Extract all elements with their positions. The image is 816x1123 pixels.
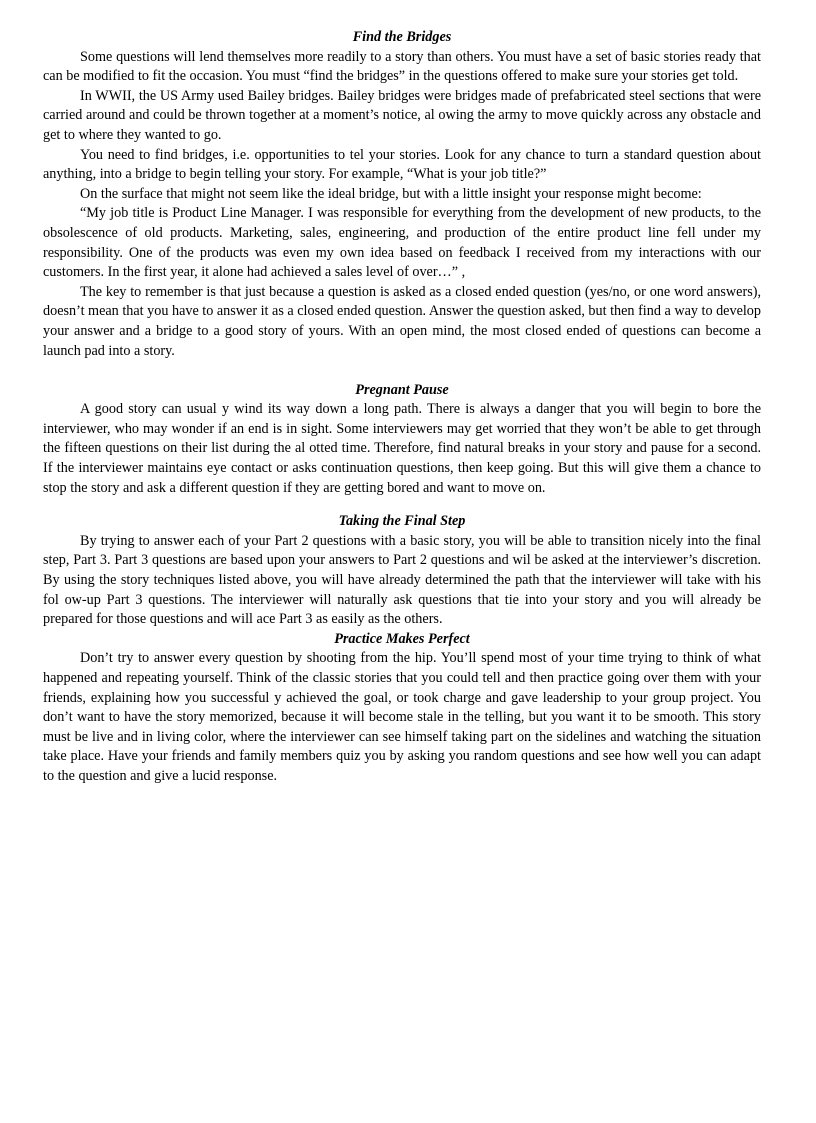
- paragraph: A good story can usual y wind its way down a long path. There is always a danger that you will begin to bore the interviewer, who may wonder if an end is in sight. Some interviewers may get worried that they won’t be able to get through the fifteen questions on their list during the al otted time. Therefore, find natural breaks in your story and pause for a second. If the interviewer maintains eye contact or asks continuation questions, then keep going. But this will give them a chance to stop the story and ask a different question if they are getting bored and want to move on.: [43, 401, 761, 496]
- spacer: [43, 498, 761, 512]
- paragraph: Don’t try to answer every question by shooting from the hip. You’ll spend most of your time trying to think of what happened and repeating yourself. Think of the classic stories that you could tell and then practice going over them with your friends, explaining how you successful y achieved the goal, or took charge and gave leadership to your group project. You don’t want to have the story memorized, because it will become stale in the telling, but you want it to be smooth. This story must be live and in living color, where the interviewer can see himself taking part on the sidelines and watching the situation take place. Have your friends and family members quiz you by asking you random questions and see how well you can adapt to the question and give a lucid response.: [43, 650, 761, 784]
- paragraph: In WWII, the US Army used Bailey bridges. Bailey bridges were bridges made of prefabricated steel sections that were carried around and could be thrown together at a moment’s notice, al owing the army to move quickly across any obstacle and get to where they wanted to go.: [43, 87, 761, 143]
- document-page: [43, 28, 761, 787]
- paragraph: You need to find bridges, i.e. opportunities to tel your stories. Look for any chance to turn a standard question about anything, into a bridge to begin telling your story. For example, “What is your job title?”: [43, 146, 761, 183]
- paragraph: By trying to answer each of your Part 2 questions with a basic story, you will be able to transition nicely into the final step, Part 3. Part 3 questions are based upon your answers to Part 2 questions and wil be asked at the interviewer’s discretion. By using the story techniques listed above, you will have already determined the path that the interviewer will take with his fol ow-up Part 3 questions. The interviewer will naturally ask questions that tie into your story and you will already be prepared for those questions and will ace Part 3 as easily as the others.: [43, 532, 761, 628]
- paragraph: On the surface that might not seem like the ideal bridge, but with a little insight your response might become:: [80, 185, 702, 202]
- section-find-the-bridges: [43, 28, 761, 361]
- section-heading: Taking the Final Step: [338, 513, 466, 530]
- paragraph: The key to remember is that just because a question is asked as a closed ended question (yes/no, or one word answers), doesn’t mean that you have to answer it as a closed ended question. Answer the question asked, but then find a way to develop your answer and a bridge to a good story of yours. With an open mind, the most closed ended of questions can become a launch pad into a story.: [43, 283, 761, 359]
- spacer: [43, 361, 761, 381]
- paragraph: Some questions will lend themselves more readily to a story than others. You must have a set of basic stories ready that can be modified to fit the occasion. You must “find the bridges” in the questions offered to make sure your stories get told.: [43, 48, 761, 85]
- section-heading: Find the Bridges: [352, 29, 452, 45]
- section-practice-makes-perfect: [43, 630, 761, 787]
- section-pregnant-pause: [43, 381, 761, 499]
- paragraph: “My job title is Product Line Manager. I was responsible for everything from the development of new products, to the obsolescence of old products. Marketing, sales, engineering, and production of the entire product line fell under my responsibility. One of the products was even my own idea based on feedback I received from my interactions with our customers. In the first year, it alone had achieved a sales level of over…” ,: [43, 205, 761, 281]
- section-heading: Practice Makes Perfect: [334, 630, 470, 647]
- section-taking-the-final-step: [43, 512, 761, 630]
- section-heading: Pregnant Pause: [355, 381, 449, 398]
